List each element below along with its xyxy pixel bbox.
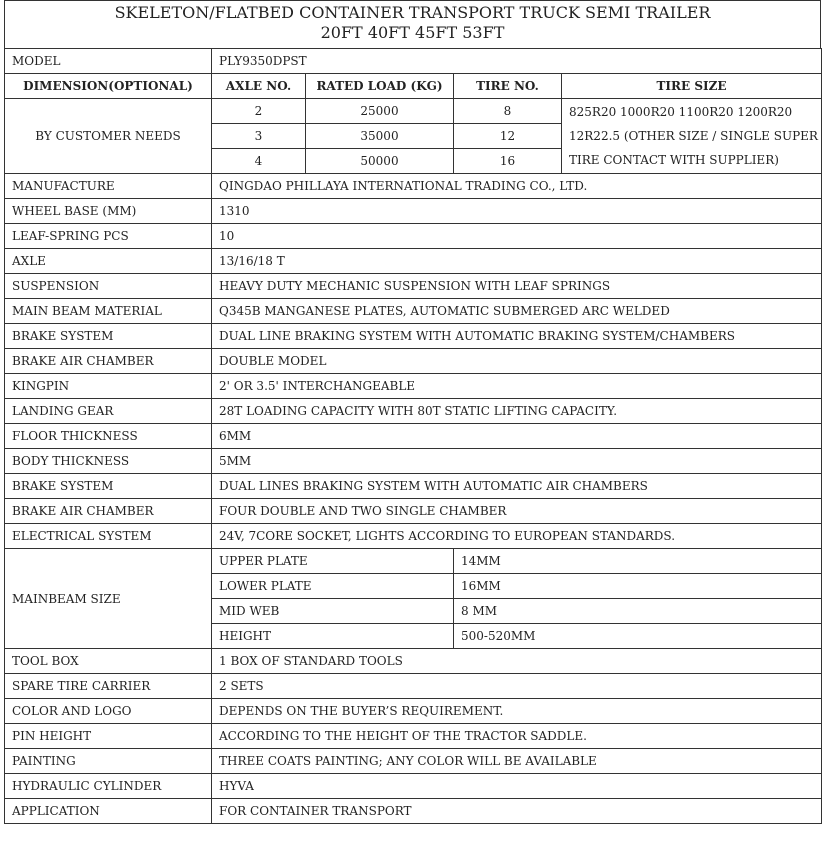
row-value: QINGDAO PHILLAYA INTERNATIONAL TRADING CO., LTD. — [212, 174, 822, 199]
axle-cell: 2 — [212, 99, 306, 124]
row-value: DUAL LINES BRAKING SYSTEM WITH AUTOMATIC AIR CHAMBERS — [212, 474, 822, 499]
row-label: PIN HEIGHT — [5, 724, 212, 749]
spec-row — [5, 699, 822, 724]
row-label: PAINTING — [5, 749, 212, 774]
spec-row — [5, 299, 822, 324]
mainbeam-row — [5, 549, 822, 574]
spec-row — [5, 674, 822, 699]
row-label: FLOOR THICKNESS — [5, 424, 212, 449]
row-label: LEAF-SPRING PCS — [5, 224, 212, 249]
row-label: MODEL — [5, 49, 212, 74]
load-cell: 35000 — [306, 124, 454, 149]
mainbeam-value: 8 MM — [454, 599, 822, 624]
row-value: 6MM — [212, 424, 822, 449]
header-dimension: DIMENSION(OPTIONAL) — [5, 74, 212, 99]
mainbeam-part: UPPER PLATE — [212, 549, 454, 574]
mainbeam-part: MID WEB — [212, 599, 454, 624]
dimension-row — [5, 99, 822, 124]
spec-row — [5, 474, 822, 499]
row-label: MAIN BEAM MATERIAL — [5, 299, 212, 324]
row-value: 13/16/18 T — [212, 249, 822, 274]
spec-row — [5, 224, 822, 249]
spec-row — [5, 399, 822, 424]
header-tire-size: TIRE SIZE — [562, 74, 822, 99]
spec-row — [5, 799, 822, 824]
mainbeam-value: 500-520MM — [454, 624, 822, 649]
spec-row — [5, 724, 822, 749]
row-value: DEPENDS ON THE BUYER’S REQUIREMENT. — [212, 699, 822, 724]
row-value: ACCORDING TO THE HEIGHT OF THE TRACTOR SADDLE. — [212, 724, 822, 749]
spec-row — [5, 499, 822, 524]
row-label: SPARE TIRE CARRIER — [5, 674, 212, 699]
tire-count-cell: 16 — [454, 149, 562, 174]
row-value: Q345B MANGANESE PLATES, AUTOMATIC SUBMERGED ARC WELDED — [212, 299, 822, 324]
row-value: HEAVY DUTY MECHANIC SUSPENSION WITH LEAF SPRINGS — [212, 274, 822, 299]
tire-count-cell: 12 — [454, 124, 562, 149]
row-value: THREE COATS PAINTING; ANY COLOR WILL BE AVAILABLE — [212, 749, 822, 774]
row-label: SUSPENSION — [5, 274, 212, 299]
row-label: BRAKE SYSTEM — [5, 474, 212, 499]
load-cell: 50000 — [306, 149, 454, 174]
row-label: WHEEL BASE (MM) — [5, 199, 212, 224]
row-value: PLY9350DPST — [212, 49, 822, 74]
spec-row — [5, 324, 822, 349]
title-line-1: SKELETON/FLATBED CONTAINER TRANSPORT TRUCK SEMI TRAILER — [114, 3, 711, 22]
spec-row — [5, 424, 822, 449]
dimension-label: BY CUSTOMER NEEDS — [5, 99, 212, 174]
tire-count-cell: 8 — [454, 99, 562, 124]
axle-cell: 3 — [212, 124, 306, 149]
spec-row — [5, 349, 822, 374]
mainbeam-part: HEIGHT — [212, 624, 454, 649]
row-label: KINGPIN — [5, 374, 212, 399]
row-label: BRAKE SYSTEM — [5, 324, 212, 349]
row-label: BODY THICKNESS — [5, 449, 212, 474]
spec-row — [5, 274, 822, 299]
row-value: 1310 — [212, 199, 822, 224]
document-title — [4, 0, 821, 48]
row-label: ELECTRICAL SYSTEM — [5, 524, 212, 549]
row-label: BRAKE AIR CHAMBER — [5, 349, 212, 374]
spec-row — [5, 449, 822, 474]
axle-cell: 4 — [212, 149, 306, 174]
row-value: FOR CONTAINER TRANSPORT — [212, 799, 822, 824]
mainbeam-value: 16MM — [454, 574, 822, 599]
row-value: 10 — [212, 224, 822, 249]
header-axle-no: AXLE NO. — [212, 74, 306, 99]
row-label: BRAKE AIR CHAMBER — [5, 499, 212, 524]
row-value: 24V, 7CORE SOCKET, LIGHTS ACCORDING TO EUROPEAN STANDARDS. — [212, 524, 822, 549]
row-value: 5MM — [212, 449, 822, 474]
spec-row — [5, 249, 822, 274]
row-value: HYVA — [212, 774, 822, 799]
row-value: DUAL LINE BRAKING SYSTEM WITH AUTOMATIC BRAKING SYSTEM/CHAMBERS — [212, 324, 822, 349]
row-value: 28T LOADING CAPACITY WITH 80T STATIC LIFTING CAPACITY. — [212, 399, 822, 424]
row-value: 1 BOX OF STANDARD TOOLS — [212, 649, 822, 674]
row-label: LANDING GEAR — [5, 399, 212, 424]
tire-size-cell: 825R20 1000R20 1100R20 1200R20 12R22.5 (OTHER SIZE / SINGLE SUPER TIRE CONTACT WITH SUPPLIER) — [562, 99, 822, 174]
spec-row — [5, 374, 822, 399]
mainbeam-label: MAINBEAM SIZE — [5, 549, 212, 649]
dimension-header-row — [5, 74, 822, 99]
row-value: DOUBLE MODEL — [212, 349, 822, 374]
spec-row — [5, 774, 822, 799]
spec-table — [4, 48, 822, 824]
mainbeam-value: 14MM — [454, 549, 822, 574]
mainbeam-part: LOWER PLATE — [212, 574, 454, 599]
row-label: AXLE — [5, 249, 212, 274]
spec-row — [5, 649, 822, 674]
row-label: TOOL BOX — [5, 649, 212, 674]
spec-row — [5, 199, 822, 224]
model-row — [5, 49, 822, 74]
row-label: HYDRAULIC CYLINDER — [5, 774, 212, 799]
header-tire-no: TIRE NO. — [454, 74, 562, 99]
row-value: 2' OR 3.5' INTERCHANGEABLE — [212, 374, 822, 399]
spec-sheet — [4, 0, 821, 824]
row-value: 2 SETS — [212, 674, 822, 699]
spec-row — [5, 524, 822, 549]
row-label: MANUFACTURE — [5, 174, 212, 199]
load-cell: 25000 — [306, 99, 454, 124]
header-rated-load: RATED LOAD (KG) — [306, 74, 454, 99]
spec-row — [5, 749, 822, 774]
row-value: FOUR DOUBLE AND TWO SINGLE CHAMBER — [212, 499, 822, 524]
row-label: COLOR AND LOGO — [5, 699, 212, 724]
title-line-2: 20FT 40FT 45FT 53FT — [320, 23, 505, 42]
row-label: APPLICATION — [5, 799, 212, 824]
spec-row — [5, 174, 822, 199]
